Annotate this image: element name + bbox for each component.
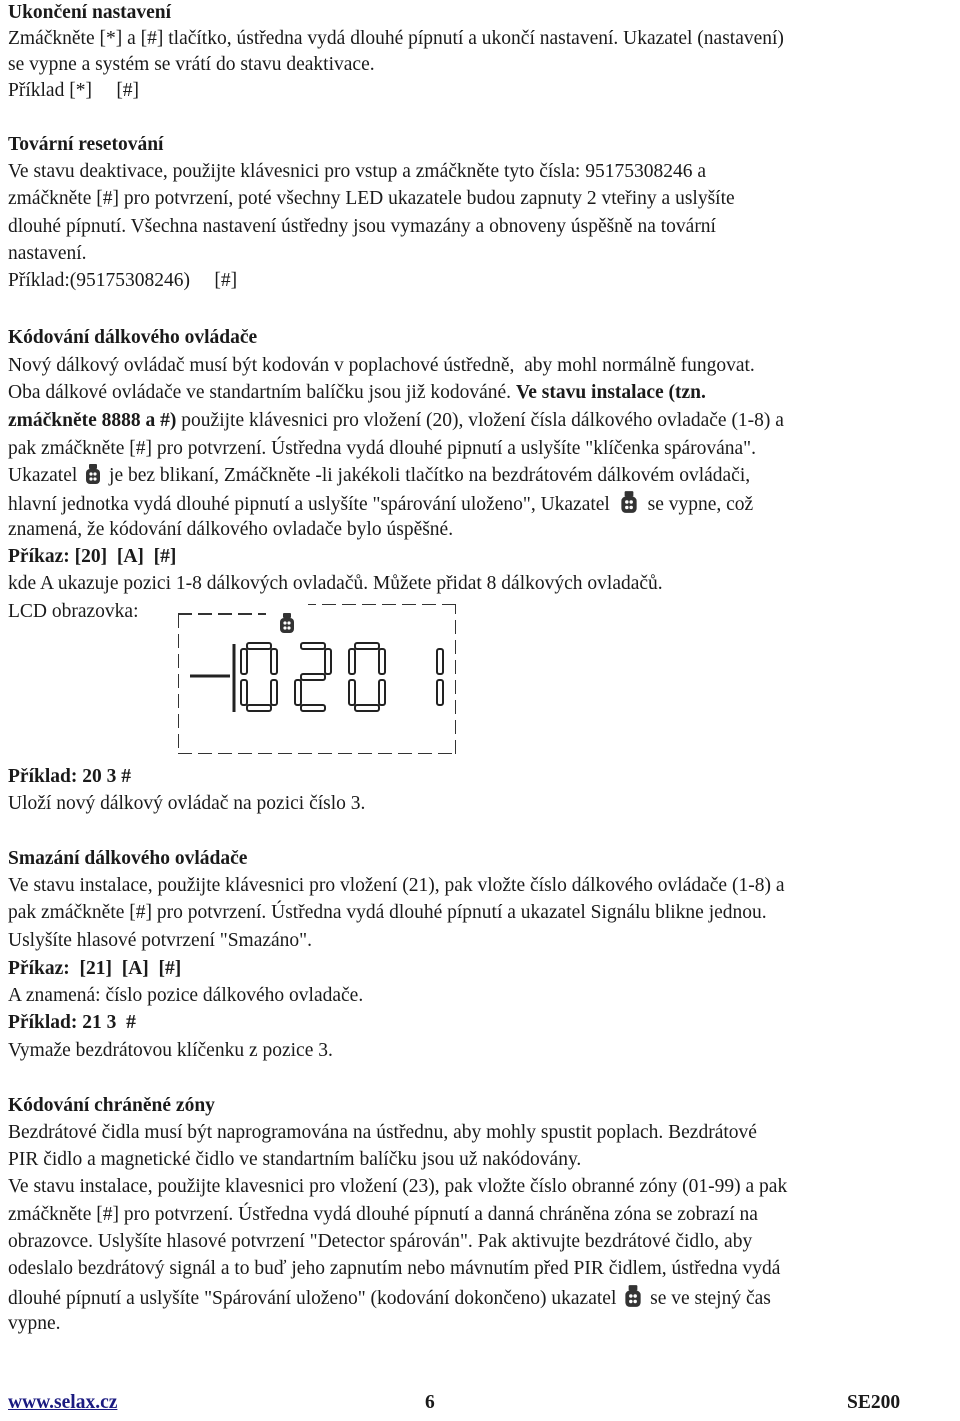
text-line: zmáčkněte [#] pro potvrzení, poté všechny LED ukazatele budou zapnuty 2 vteřiny a uslyšíte bbox=[8, 188, 735, 209]
lcd-display-illustration bbox=[178, 604, 456, 754]
text-span: hlavní jednotka vydá dlouhé pipnutí a uslyšíte "spárování uloženo", Ukazatel bbox=[8, 494, 610, 515]
model-name: SE200 bbox=[847, 1392, 901, 1413]
text-line: Uloží nový dálkový ovládač na pozici číslo 3. bbox=[8, 793, 366, 814]
lcd-digit-2 bbox=[295, 643, 331, 711]
lcd-label: LCD obrazovka: bbox=[8, 601, 139, 622]
lcd-segment bbox=[271, 680, 277, 705]
example-line: Příklad [*] [#] bbox=[8, 80, 140, 101]
text-line: pak zmáčkněte [#] pro potvrzení. Ústředna vydá dlouhé pipnutí a uslyšíte "klíčenka spárována". bbox=[8, 438, 757, 459]
lcd-segment bbox=[325, 649, 331, 674]
lcd-segment bbox=[349, 680, 355, 705]
text-line bbox=[8, 490, 753, 518]
text-span: je bez blikaní, Zmáčkněte -li jakékoli tlačítko na bezdrátovém dálkovém ovládači, bbox=[104, 465, 751, 486]
text-line bbox=[8, 380, 706, 406]
text-line: pak zmáčkněte [#] pro potvrzení. Ústředna vydá dlouhé pípnutí a ukazatel Signálu blikne jednou. bbox=[8, 902, 767, 923]
page-number: 6 bbox=[425, 1392, 435, 1413]
text-span: dlouhé pípnutí a uslyšíte "Spárování uloženo" (kodování dokončeno) ukazatel bbox=[8, 1288, 617, 1309]
text-line: A znamená: číslo pozice dálkového ovladače. bbox=[8, 985, 364, 1006]
text-line bbox=[8, 408, 784, 434]
text-line: se vypne a systém se vrátí do stavu deaktivace. bbox=[8, 54, 375, 75]
text-line: Zmáčkněte [*] a [#] tlačítko, ústředna vydá dlouhé pípnutí a ukončí nastavení. Ukazatel (nastavení) bbox=[8, 28, 784, 49]
text-line: zmáčkněte [#] pro potvrzení. Ústředna vydá dlouhé pípnutí a danná chráněna zóna se zobrazí na bbox=[8, 1204, 758, 1225]
text-line: znamená, že kódování dálkového ovladače bylo úspěšné. bbox=[8, 519, 454, 540]
example-heading: Příklad: 20 3 # bbox=[8, 766, 131, 787]
lcd-segment bbox=[271, 649, 277, 674]
text-line: nastavení. bbox=[8, 243, 87, 264]
text-line bbox=[8, 463, 750, 489]
text-line: odeslalo bezdrátový signál a to buď jeho zapnutím nebo mávnutím před PIR čidlem, ústředna vydá bbox=[8, 1258, 781, 1279]
remote-fob-icon bbox=[280, 613, 294, 633]
text-line: vypne. bbox=[8, 1313, 61, 1334]
lcd-segment bbox=[437, 680, 443, 705]
text-line: Vymaže bezdrátovou klíčenku z pozice 3. bbox=[8, 1040, 333, 1061]
text-span: se ve stejný čas bbox=[645, 1288, 771, 1309]
example-line: Příklad:(95175308246) [#] bbox=[8, 270, 238, 291]
heading-kodovani-zony: Kódování chráněné zóny bbox=[8, 1095, 215, 1116]
text-line: obrazovce. Uslyšíte hlasové potvrzení "Detector spárován". Pak aktivujte bezdrátové čidlo, aby bbox=[8, 1231, 753, 1252]
text-span: Oba dálkové ovládače ve standartním balíčku jsou již kodováné. bbox=[8, 382, 512, 403]
remote-fob-icon bbox=[617, 490, 641, 514]
lcd-segment bbox=[241, 680, 247, 705]
text-line: Nový dálkový ovládač musí být kodován v poplachové ústředně, aby mohl normálně fungovat. bbox=[8, 355, 755, 376]
text-line: kde A ukazuje pozici 1-8 dálkových ovladačů. Můžete přidat 8 dálkových ovladačů. bbox=[8, 573, 663, 594]
lcd-segment bbox=[301, 643, 325, 649]
command-line: Příkaz: [21] [A] [#] bbox=[8, 958, 182, 979]
text-span-bold: Ve stavu instalace (tzn. bbox=[515, 382, 706, 403]
text-line: Uslyšíte hlasové potvrzení "Smazáno". bbox=[8, 930, 313, 951]
lcd-segment bbox=[355, 705, 379, 711]
lcd-digit-0 bbox=[349, 643, 385, 711]
text-span-bold: zmáčkněte 8888 a #) bbox=[8, 410, 177, 431]
text-line bbox=[8, 1284, 771, 1312]
lcd-segment bbox=[247, 705, 271, 711]
text-line: Ve stavu instalace, použijte klavesnici pro vložení (23), pak vložte číslo obranné zóny (01-99) a pak bbox=[8, 1176, 788, 1197]
lcd-segment bbox=[301, 674, 325, 680]
footer-website-link[interactable]: www.selax.cz bbox=[8, 1392, 118, 1413]
lcd-segment bbox=[295, 680, 301, 705]
lcd-segment bbox=[247, 643, 271, 649]
heading-ukonceni: Ukončení nastavení bbox=[8, 2, 172, 23]
text-span: se vypne, což bbox=[642, 494, 754, 515]
text-line: Bezdrátové čidla musí být naprogramována na ústřednu, aby mohly spustit poplach. Bezdrátové bbox=[8, 1122, 757, 1143]
heading-smazani-ovladace: Smazání dálkového ovládače bbox=[8, 848, 248, 869]
lcd-segment bbox=[241, 649, 247, 674]
remote-fob-icon bbox=[623, 1284, 643, 1308]
lcd-segment bbox=[437, 649, 443, 674]
text-span: použijte klávesnici pro vložení (20), vložení čísla dálkového ovladače (1-8) a bbox=[176, 410, 784, 431]
remote-fob-icon bbox=[84, 463, 102, 485]
example-heading: Příklad: 21 3 # bbox=[8, 1012, 136, 1033]
heading-kodovani-ovladace: Kódování dálkového ovládače bbox=[8, 327, 258, 348]
lcd-segment bbox=[349, 649, 355, 674]
lcd-segment bbox=[301, 705, 325, 711]
command-line: Příkaz: [20] [A] [#] bbox=[8, 546, 177, 567]
lcd-digit-1 bbox=[437, 649, 443, 705]
text-line: Ve stavu deaktivace, použijte klávesnici pro vstup a zmáčkněte tyto čísla: 95175308246 a bbox=[8, 161, 707, 182]
text-span: Ukazatel bbox=[8, 465, 78, 486]
lcd-segment bbox=[355, 643, 379, 649]
lcd-digit-0 bbox=[241, 643, 277, 711]
text-line: dlouhé pípnutí. Všechna nastavení ústředny jsou vymazány a obnoveny úspěšně na tovární bbox=[8, 216, 716, 237]
heading-tovarni-reset: Tovární resetování bbox=[8, 134, 164, 155]
text-line: Ve stavu instalace, použijte klávesnici pro vložení (21), pak vložte číslo dálkového ovládače (1-8) a bbox=[8, 875, 785, 896]
text-line: PIR čidlo a magnetické čidlo ve standartním balíčku jsou už nakódovány. bbox=[8, 1149, 582, 1170]
lcd-segment bbox=[379, 680, 385, 705]
lcd-segment bbox=[379, 649, 385, 674]
